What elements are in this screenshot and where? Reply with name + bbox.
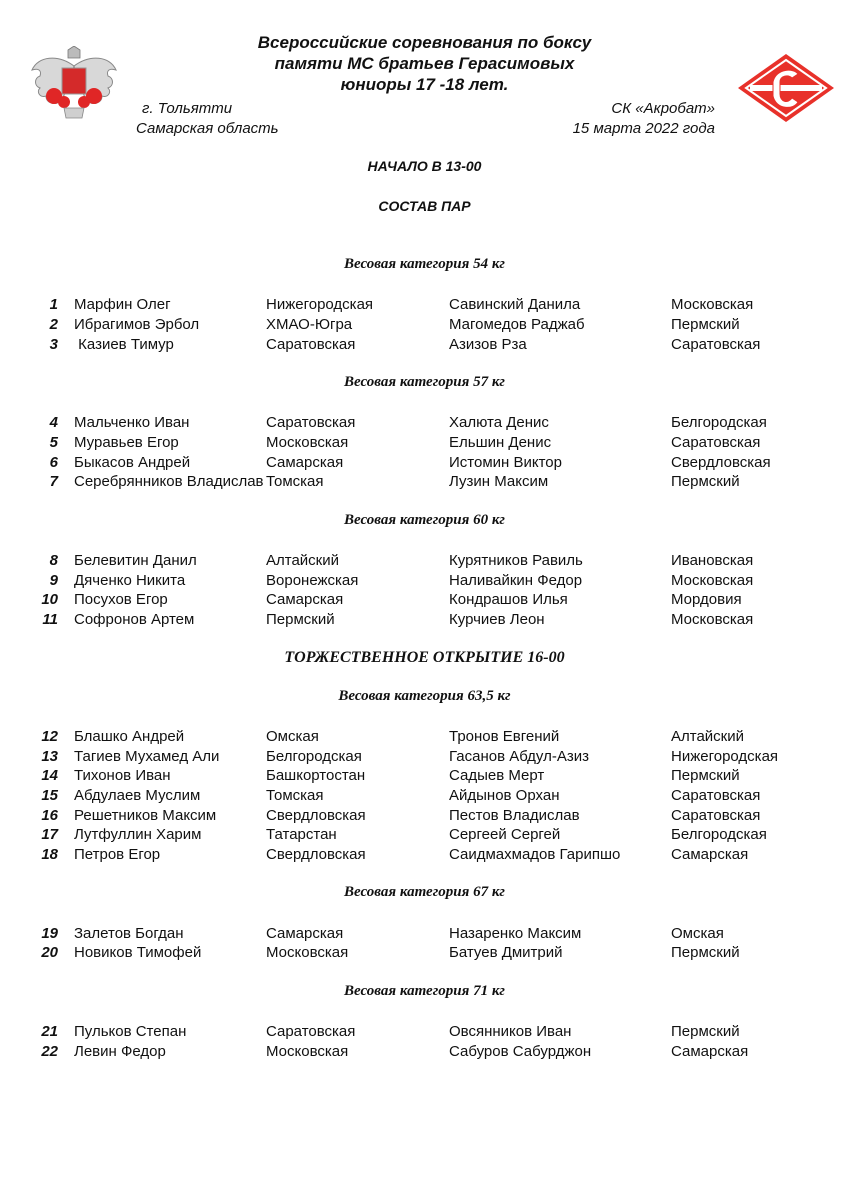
blue-corner-region: Пермский — [671, 473, 740, 490]
category-heading-67: Весовая категория 67 кг — [344, 884, 505, 900]
bout-number: 10 — [41, 591, 58, 608]
red-corner-name: Решетников Максим — [74, 807, 217, 824]
red-corner-name: Тагиев Мухамед Али — [74, 748, 220, 765]
red-corner-name: Левин Федор — [74, 1043, 166, 1060]
category-heading-63-5: Весовая категория 63,5 кг — [338, 688, 511, 704]
bout-row — [0, 825, 849, 845]
blue-corner-region: Белгородская — [671, 414, 767, 431]
bout-number: 18 — [41, 846, 58, 863]
red-corner-name: Софронов Артем — [74, 611, 195, 628]
blue-corner-name: Гасанов Абдул-Азиз — [449, 748, 589, 765]
bout-number: 1 — [49, 296, 58, 313]
red-corner-region: Московская — [266, 944, 349, 961]
region: Самарская область — [136, 120, 279, 137]
city: г. Тольятти — [142, 100, 233, 117]
blue-corner-region: Саратовская — [671, 807, 761, 824]
blue-corner-region: Мордовия — [671, 591, 742, 608]
blue-corner-name: Овсянников Иван — [449, 1023, 572, 1040]
red-corner-region: ХМАО-Югра — [266, 316, 353, 333]
bout-row — [0, 571, 849, 591]
red-corner-name: Серебрянников Владислав — [74, 473, 264, 490]
blue-corner-region: Белгородская — [671, 826, 767, 843]
blue-corner-region: Саратовская — [671, 336, 761, 353]
blue-corner-region: Нижегородская — [671, 748, 779, 765]
category-heading-71: Весовая категория 71 кг — [344, 983, 505, 999]
red-corner-name: Белевитин Данил — [74, 552, 197, 569]
bout-number: 5 — [49, 434, 58, 451]
red-corner-name: Марфин Олег — [74, 296, 171, 313]
red-corner-region: Самарская — [266, 454, 344, 471]
red-corner-name: Тихонов Иван — [74, 767, 171, 784]
red-corner-region: Московская — [266, 1043, 349, 1060]
red-corner-name: Блашко Андрей — [74, 728, 185, 745]
red-corner-region: Белгородская — [266, 748, 362, 765]
category-heading-60: Весовая категория 60 кг — [344, 512, 505, 528]
bout-number: 4 — [49, 414, 58, 431]
blue-corner-name: Курятников Равиль — [449, 552, 583, 569]
blue-corner-region: Омская — [671, 925, 724, 942]
red-corner-region: Башкортостан — [266, 767, 366, 784]
bout-row — [0, 453, 849, 473]
blue-corner-name: Сабуров Сабурджон — [449, 1043, 592, 1060]
red-corner-region: Свердловская — [266, 807, 366, 824]
red-corner-name: Быкасов Андрей — [74, 454, 191, 471]
blue-corner-name: Сергеей Сергей — [449, 826, 561, 843]
bout-row — [0, 433, 849, 453]
bout-number: 9 — [49, 572, 58, 589]
event-date: 15 марта 2022 года — [572, 120, 715, 137]
title-line-1: Всероссийские соревнования по боксу — [257, 33, 592, 52]
bout-number: 8 — [49, 552, 58, 569]
bout-row — [0, 472, 849, 492]
red-corner-region: Самарская — [266, 591, 344, 608]
blue-corner-region: Пермский — [671, 1023, 740, 1040]
bout-row — [0, 295, 849, 315]
red-corner-name: Залетов Богдан — [74, 925, 184, 942]
red-corner-name: Петров Егор — [74, 846, 161, 863]
blue-corner-name: Кондрашов Илья — [449, 591, 568, 608]
red-corner-region: Татарстан — [266, 826, 337, 843]
blue-corner-name: Ельшин Денис — [449, 434, 552, 451]
bout-row — [0, 924, 849, 944]
red-corner-name: Лутфуллин Харим — [74, 826, 202, 843]
blue-corner-name: Азизов Рза — [449, 336, 527, 353]
bout-row — [0, 335, 849, 355]
bout-row — [0, 315, 849, 335]
blue-corner-region: Алтайский — [671, 728, 745, 745]
red-corner-name: Абдулаев Муслим — [74, 787, 201, 804]
red-corner-region: Нижегородская — [266, 296, 374, 313]
red-corner-region: Самарская — [266, 925, 344, 942]
red-corner-region: Саратовская — [266, 336, 356, 353]
bout-number: 17 — [41, 826, 58, 843]
red-corner-region: Воронежская — [266, 572, 359, 589]
blue-corner-name: Магомедов Раджаб — [449, 316, 585, 333]
blue-corner-name: Наливайкин Федор — [449, 572, 583, 589]
red-corner-name: Новиков Тимофей — [74, 944, 202, 961]
bout-number: 20 — [41, 944, 58, 961]
bout-row — [0, 845, 849, 865]
blue-corner-name: Батуев Дмитрий — [449, 944, 563, 961]
bout-number: 15 — [41, 787, 58, 804]
blue-corner-name: Айдынов Орхан — [449, 787, 560, 804]
red-corner-name: Ибрагимов Эрбол — [74, 316, 200, 333]
bout-row — [0, 943, 849, 963]
bout-number: 16 — [41, 807, 58, 824]
blue-corner-region: Московская — [671, 611, 754, 628]
red-corner-region: Пермский — [266, 611, 335, 628]
blue-corner-region: Московская — [671, 572, 754, 589]
red-corner-region: Московская — [266, 434, 349, 451]
document-title — [0, 32, 849, 95]
bout-row — [0, 1042, 849, 1062]
red-corner-region: Алтайский — [266, 552, 340, 569]
blue-corner-region: Свердловская — [671, 454, 771, 471]
bout-row — [0, 786, 849, 806]
blue-corner-region: Пермский — [671, 316, 740, 333]
pairs-heading: СОСТАВ ПАР — [378, 198, 471, 214]
blue-corner-region: Пермский — [671, 944, 740, 961]
red-corner-name: Посухов Егор — [74, 591, 168, 608]
red-corner-name: Дяченко Никита — [74, 572, 186, 589]
blue-corner-name: Истомин Виктор — [449, 454, 562, 471]
blue-corner-name: Халюта Денис — [449, 414, 549, 431]
bout-row — [0, 551, 849, 571]
bout-row — [0, 806, 849, 826]
red-corner-region: Свердловская — [266, 846, 366, 863]
bout-number: 12 — [41, 728, 58, 745]
category-heading-57: Весовая категория 57 кг — [344, 374, 505, 390]
red-corner-region: Саратовская — [266, 1023, 356, 1040]
bout-row — [0, 1022, 849, 1042]
bout-number: 6 — [49, 454, 58, 471]
start-time: НАЧАЛО В 13-00 — [367, 158, 482, 174]
bout-number: 19 — [41, 925, 58, 942]
bout-row — [0, 747, 849, 767]
bout-number: 21 — [41, 1023, 58, 1040]
bout-row — [0, 727, 849, 747]
blue-corner-name: Садыев Мерт — [449, 767, 545, 784]
red-corner-name: Пульков Степан — [74, 1023, 187, 1040]
red-corner-region: Омская — [266, 728, 319, 745]
bout-number: 11 — [42, 611, 58, 628]
bout-number: 2 — [49, 316, 58, 333]
title-line-3: юниоры 17 -18 лет. — [340, 75, 509, 94]
bout-row — [0, 610, 849, 630]
red-corner-name: Мальченко Иван — [74, 414, 190, 431]
blue-corner-region: Московская — [671, 296, 754, 313]
bout-row — [0, 590, 849, 610]
red-corner-name: Казиев Тимур — [74, 336, 174, 353]
red-corner-region: Саратовская — [266, 414, 356, 431]
bout-number: 3 — [49, 336, 58, 353]
blue-corner-region: Саратовская — [671, 434, 761, 451]
red-corner-name: Муравьев Егор — [74, 434, 179, 451]
blue-corner-name: Лузин Максим — [449, 473, 549, 490]
opening-ceremony-heading: ТОРЖЕСТВЕННОЕ ОТКРЫТИЕ 16-00 — [284, 649, 565, 666]
blue-corner-name: Назаренко Максим — [449, 925, 582, 942]
bout-number: 7 — [49, 473, 58, 490]
bout-row — [0, 413, 849, 433]
category-heading-54: Весовая категория 54 кг — [344, 256, 505, 272]
blue-corner-region: Самарская — [671, 846, 749, 863]
bout-number: 13 — [41, 748, 58, 765]
bout-row — [0, 766, 849, 786]
bout-number: 22 — [41, 1043, 58, 1060]
venue: СК «Акробат» — [611, 100, 715, 117]
red-corner-region: Томская — [266, 473, 324, 490]
red-corner-region: Томская — [266, 787, 324, 804]
blue-corner-name: Савинский Данила — [449, 296, 581, 313]
blue-corner-name: Курчиев Леон — [449, 611, 545, 628]
blue-corner-name: Тронов Евгений — [449, 728, 560, 745]
title-line-2: памяти МС братьев Герасимовых — [274, 54, 575, 73]
blue-corner-region: Саратовская — [671, 787, 761, 804]
blue-corner-name: Пестов Владислав — [449, 807, 580, 824]
blue-corner-region: Пермский — [671, 767, 740, 784]
blue-corner-region: Самарская — [671, 1043, 749, 1060]
blue-corner-region: Ивановская — [671, 552, 754, 569]
blue-corner-name: Саидмахмадов Гарипшо — [449, 846, 621, 863]
bout-number: 14 — [41, 767, 58, 784]
